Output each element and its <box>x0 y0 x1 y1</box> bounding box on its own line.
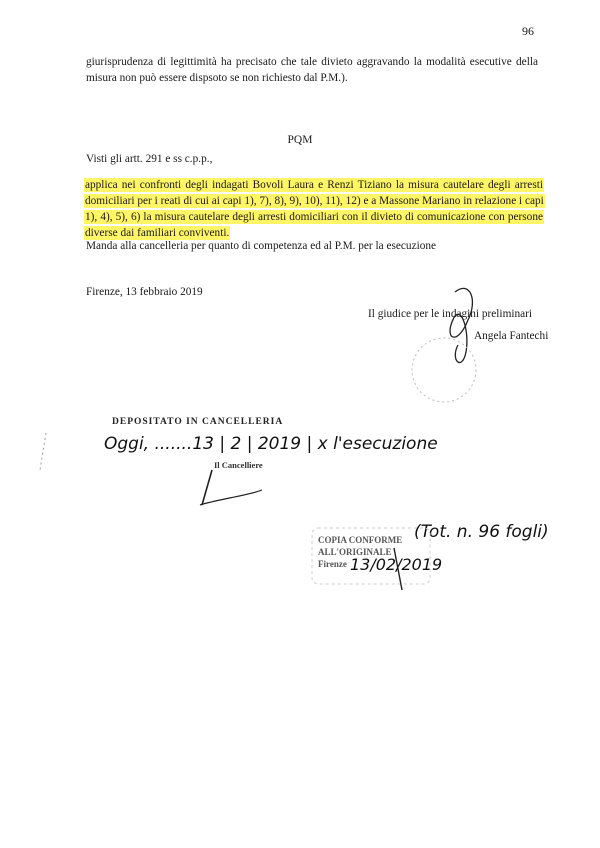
stamp-slash <box>202 470 212 505</box>
copy-stamp-line3: Firenze <box>318 559 347 569</box>
court-seal <box>412 338 476 402</box>
copy-stamp-handwritten-total: (Tot. n. 96 fogli) <box>414 522 549 542</box>
place-date: Firenze, 13 febbraio 2019 <box>86 286 203 298</box>
judge-title: Il giudice per le indagini preliminari <box>368 308 533 320</box>
filing-stamp-handwritten-line: Oggi, .......13 | 2 | 2019 | x l'esecuzione <box>104 434 438 454</box>
stamp-flourish <box>200 490 262 505</box>
margin-mark <box>40 433 46 470</box>
copy-stamp-line1: COPIA CONFORME <box>318 535 403 545</box>
visti-paragraph: Visti gli artt. 291 e ss c.p.p., <box>86 153 213 165</box>
copy-stamp-handwritten-date: 13/02/2019 <box>350 555 443 574</box>
manda-paragraph: Manda alla cancelleria per quanto di competenza ed al P.M. per la esecuzione <box>86 240 437 252</box>
continuation-paragraph: giurisprudenza di legittimità ha precisato che tale divieto aggravando la modalità esecutive della misura non può essere dispsoto se non richiesto dal P.M.). <box>86 56 538 84</box>
judge-name: Angela Fantechi <box>474 330 549 342</box>
filing-stamp-header: DEPOSITATO IN CANCELLERIA <box>112 417 284 427</box>
copy-stamp-border <box>312 528 430 584</box>
pqm-heading: PQM <box>287 134 313 146</box>
judge-signature <box>450 288 472 362</box>
page-number: 96 <box>522 24 534 38</box>
filing-stamp-cancelliere: Il Cancelliere <box>214 460 263 470</box>
copy-stamp-line2: ALL'ORIGINALE <box>318 547 392 557</box>
highlighted-text: applica nei confronti degli indagati Bovoli Laura e Renzi Tiziano la misura cautelare degli arresti domiciliari per i reati di cui ai capi 1), 7), 8), 9), 10), 11), 12) e a Massone Mariano in relazione i capi 1), 4), 5), 6) la misura cautelare degli arresti domiciliari con il divieto di comunicazione con persone diverse dai familiari conviventi. <box>85 179 544 239</box>
